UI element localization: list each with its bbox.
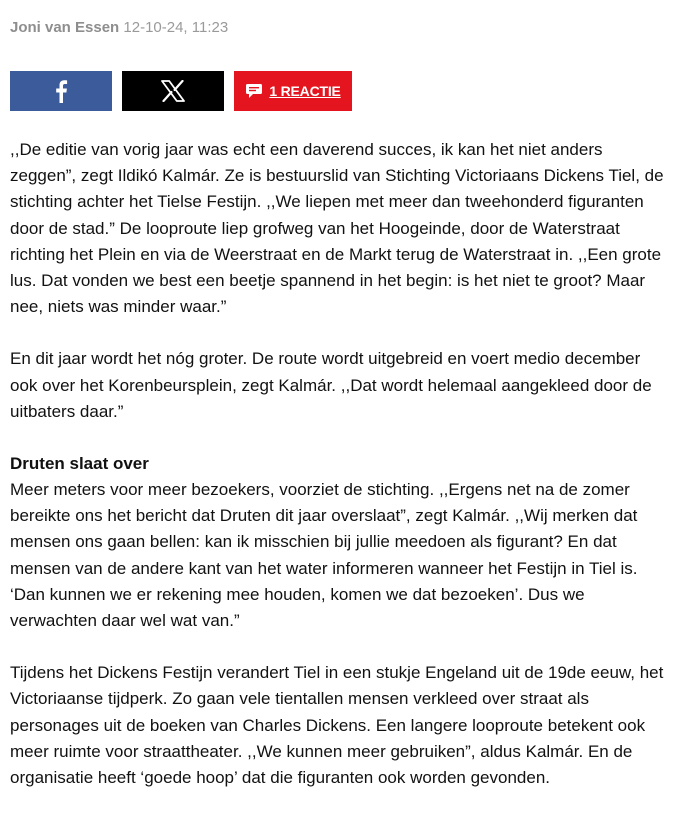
byline bbox=[10, 19, 228, 36]
x-share-button[interactable] bbox=[122, 71, 224, 111]
comments-count-label: 1 REACTIE bbox=[269, 83, 341, 99]
section-heading: Druten slaat over bbox=[10, 454, 149, 474]
author-name: Joni van Essen bbox=[10, 19, 120, 36]
x-logo-icon bbox=[161, 80, 185, 102]
article-paragraph: ,,De editie van vorig jaar was echt een daverend succes, ik kan het niet anders zeggen”, zegt Ildikó Kalmár. Ze is bestuurslid van Stichting Victoriaans Dickens Tiel, de stichting achter het Tielse Festijn. ,,We liepen met meer dan tweehonderd figuranten door de stad.” De looproute liep grofweg van het Hoogeinde, door de Waterstraat richting het Plein en via de Weerstraat en de Markt terug de Waterstraat in. ,,Een grote lus. Dat vonden we best een beetje spannend in het begin: is het niet te groot? Maar nee, niets was minder waar.” bbox=[10, 140, 664, 317]
article-paragraph: Tijdens het Dickens Festijn verandert Tiel in een stukje Engeland uit de 19de eeuw, het Victoriaanse tijdperk. Zo gaan vele tientallen mensen verkleed over straat als personages uit de boeken van Charles Dickens. Een langere looproute betekent ook meer ruimte voor straattheater. ,,We kunnen meer gebruiken”, aldus Kalmár. En de organisatie heeft ‘goede hoop’ dat die figuranten ook worden gevonden. bbox=[10, 663, 664, 788]
article-body bbox=[10, 137, 670, 791]
article-paragraph: En dit jaar wordt het nóg groter. De route wordt uitgebreid en voert medio december ook over het Korenbeursplein, zegt Kalmár. ,,Dat wordt helemaal aangekleed door de uitbaters daar.” bbox=[10, 349, 652, 421]
facebook-f-icon bbox=[54, 79, 68, 103]
share-bar bbox=[10, 71, 352, 111]
speech-bubble-icon bbox=[245, 83, 263, 99]
facebook-share-button[interactable] bbox=[10, 71, 112, 111]
publish-timestamp: 12-10-24, 11:23 bbox=[123, 19, 229, 36]
comments-button[interactable] bbox=[234, 71, 352, 111]
article-paragraph: Meer meters voor meer bezoekers, voorziet de stichting. ,,Ergens net na de zomer bereikte ons het bericht dat Druten dit jaar overslaat”, zegt Kalmár. ,,Wij merken dat mensen ons gaan bellen: kan ik misschien bij jullie meedoen als figurant? En dat mensen van de andere kant van het water informeren wanneer het Festijn in Tiel is. ‘Dan kunnen we er rekening mee houden, komen we dat bezoeken’. Dus we verwachten daar wel wat van.” bbox=[10, 480, 638, 631]
